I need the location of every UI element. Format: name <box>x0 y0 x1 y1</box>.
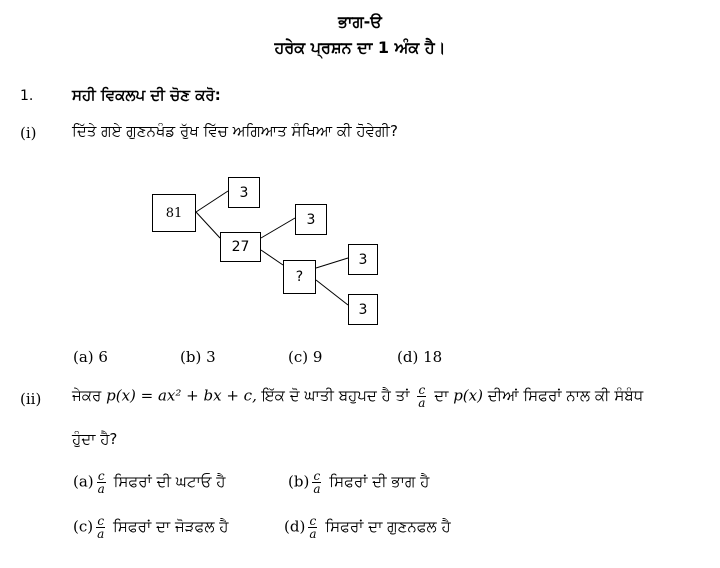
tree-edge <box>261 250 283 265</box>
part-ii-question-line2: ਹੁੰਦਾ ਹੈ? <box>72 430 118 448</box>
marks-note: ਹਰੇਕ ਪ੍ਰਸ਼ਨ ਦਾ 1 ਅੰਕ ਹੈ। <box>274 38 446 57</box>
tree-edge <box>196 212 220 238</box>
option-ii-b: (b) $\frac{c}{a}$ ਸਿਫਰਾਂ ਦੀ ਭਾਗ ਹੈ <box>288 469 430 496</box>
tree-node: 27 <box>220 232 261 262</box>
tree-edge <box>196 191 228 212</box>
tree-edge <box>316 280 348 305</box>
tree-node: 3 <box>295 204 327 235</box>
option-c: (c) 9 <box>288 348 323 366</box>
tree-node-unknown: ? <box>283 260 316 294</box>
tree-edge <box>261 218 295 238</box>
part-ii-question <box>72 384 643 409</box>
part-i-question: ਦਿੱਤੇ ਗਏ ਗੁਣਨਖੰਡ ਰੁੱਖ ਵਿੱਚ ਅਗਿਆਤ ਸੰਖਿਆ ਕੀ ਹੋਵੇਗੀ? <box>72 122 398 140</box>
px-expression: p(x) <box>453 386 483 405</box>
option-ii-c: (c) $\frac{c}{a}$ ਸਿਫਰਾਂ ਦਾ ਜੋੜਫਲ ਹੈ <box>73 514 229 541</box>
tree-node: 3 <box>348 244 378 275</box>
option-ii-a: (a) $\frac{c}{a}$ ਸਿਫਰਾਂ ਦੀ ਘਟਾਓ ਹੈ <box>73 469 226 496</box>
part-i-label: (i) <box>20 124 37 142</box>
option-ii-d: (d) $\frac{c}{a}$ ਸਿਫਰਾਂ ਦਾ ਗੁਣਨਫਲ ਹੈ <box>284 514 451 541</box>
option-b: (b) 3 <box>180 348 216 366</box>
tree-edge <box>316 258 348 268</box>
part-ii-tail: ਦੀਆਂ ਸਿਫਰਾਂ ਨਾਲ ਕੀ ਸੰਬੰਧ <box>487 386 644 405</box>
tree-node: 3 <box>228 177 260 208</box>
part-ii-label: (ii) <box>20 390 42 408</box>
tree-node-root: 81 <box>152 194 196 232</box>
part-ii-mid: ਇੱਕ ਦੋ ਘਾਤੀ ਬਹੁਪਦ ਹੈ ਤਾਂ <box>261 386 410 405</box>
part-ii-after-frac: ਦਾ <box>434 386 449 405</box>
fraction-c-over-a: $\frac{c}{a}$ <box>418 383 426 410</box>
tree-node: 3 <box>348 294 378 325</box>
question-number: 1. <box>20 88 34 104</box>
part-ii-lead: ਜੇਕਰ <box>72 386 102 405</box>
polynomial-expression: p(x) = ax² + bx + c, <box>106 386 257 405</box>
option-a: (a) 6 <box>73 348 108 366</box>
option-d: (d) 18 <box>397 348 443 366</box>
section-title: ਭਾਗ-ੳ <box>338 12 382 31</box>
question-instruction: ਸਹੀ ਵਿਕਲਪ ਦੀ ਚੋਣ ਕਰੋ: <box>72 86 221 104</box>
